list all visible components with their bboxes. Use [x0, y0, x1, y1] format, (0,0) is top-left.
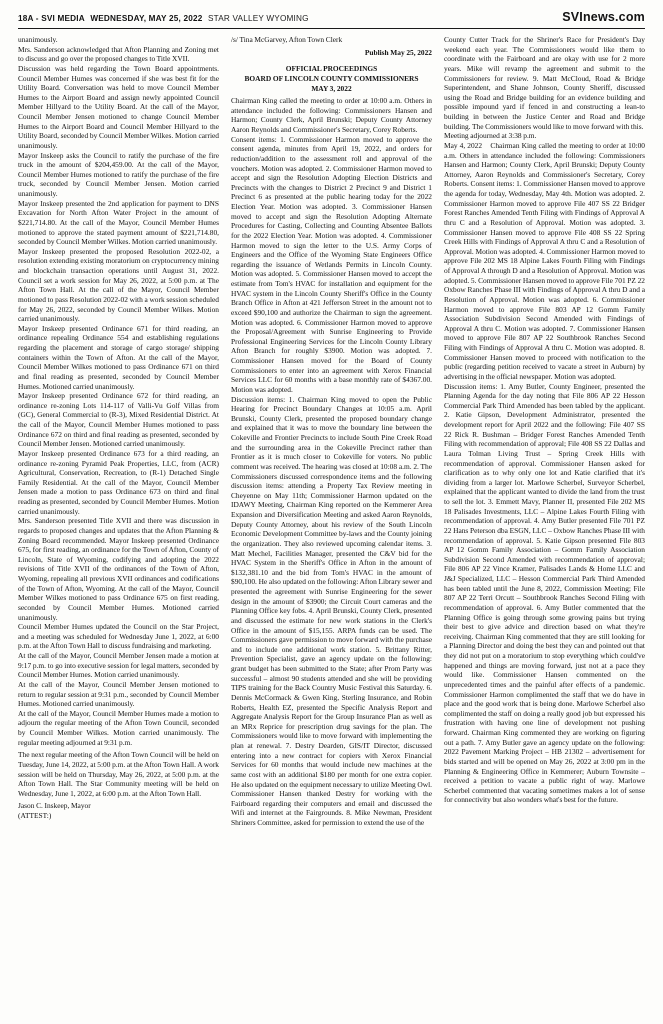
masthead-rule — [18, 28, 645, 29]
masthead — [18, 10, 645, 28]
paragraph: Mayor Inskeep asks the Council to ratify the purchase of the fire truck in the amount of $204,459.00. At the call of the Mayor, Council Member Humes motioned to ratify the purchase of the fire truck, seconded by Council Member Jensen. Motion carried unanimously. — [18, 150, 219, 198]
masthead-left — [18, 14, 309, 23]
paragraph: The next regular meeting of the Afton Town Council will be held on Tuesday, June 14, 2022, at 5:00 p.m. at the Afton Town Hall. A work session will be held on Thursday, May 26, 2022, at 5:00 p.m. at the Afton Town Hall. The Star Community meeting will be held on Wednesday, June 1, 2022, at 6:00 p.m. at the Afton Town Hall. — [18, 750, 219, 798]
paragraph: Mayor Inskeep presented Ordinance 672 for third reading, an ordinance re-zoning Lots 114-117 of Valli-Vu Golf Villas from (GC), General Commercial to (R-3), Mixed Residential District. At the call of the Mayor, Council Member Humes motioned to pass Ordinance 672 on third and final reading as presented, seconded by Council Member Jensen. Motioned carried unanimously. — [18, 391, 219, 449]
paragraph: Discussion was held regarding the Town Board appointments. Council Member Humes was concerned if she was best fit for the Utility Board. Conversation was held to move Council Member Humes to the Airport Board and assign newly appointed Council Member Hillyard to the Utility Board. At the call of the Mayor, Council Member Jensen motioned to change Council Member Humes to the Airport Board and Council Member Hillyard to the Utility Board, seconded by Council Member Wilkes. Motion carried unanimously. — [18, 63, 219, 150]
columns-container — [18, 35, 645, 997]
page-edition: 18A - SVI MEDIA — [18, 14, 85, 23]
paragraph: Council Member Humes updated the Council on the Star Project, and a meeting was scheduled for Wednesday June 1, 2022, at 6:00 p.m. at the Afton Town Hall to discuss fundraising and marketing. — [18, 622, 219, 651]
paragraph: County Cutter Track for the Shriner's Race for President's Day weekend each year. The Commissioners would like them to coordinate with the Fairboard and are okay with use for 2 more years. Mike will revamp the agreement and submit to the Commissioners for review. 9. Matt McCloud, Road & Bridge Superintendent, and Shane Johnson, County Sheriff, discussed using the Road and Bridge building for an evidence building and possible impound yard if fenced in and constructing a lean-to building in between the Justice Center and Road and Bridge building. The Commissioners would like to move forward with this. — [444, 35, 645, 131]
paragraph: Mayor Inskeep presented the proposed Resolution 2022-02, a resolution extending existing moratorium on cryptocurrency mining and blockchain transaction operations until August 31, 2022. Council set a work session for May 26, 2022, at 5:00 p.m. at The Afton Town Hall. At the call of the Mayor, Council Member motioned to pass Resolution 2022-02 with a work session scheduled for May 26, 2022, seconded by Council Member Wilkes. Motion carried unanimously. — [18, 246, 219, 324]
website-url: SVInews.com — [562, 10, 645, 24]
paragraph: Chairman King called the meeting to order at 10:00 a.m. Others in attendance included the following: Commissioners Hansen and Harmon; County Clerk, April Brunski; Deputy County Attorney Aaron Reynolds and Commissioner's Secretary, Corey Roberts. — [231, 96, 432, 134]
paragraph: Meeting adjourned at 3:38 p.m. — [444, 131, 537, 141]
paragraph: Mrs. Sanderson acknowledged that Afton Planning and Zoning met to discuss and go over the proposed changes to Title XVII. — [18, 44, 219, 64]
paragraph: Consent items: 1. Commissioner Harmon moved to approve the consent agenda, minutes from April 19, 2022, and orders for reduction/addition to the assessment roll and approval of the vouchers. Motion was adopted. 2. Commissioner Harmon moved to accept and sign the Resolution Adopting Election Districts and Precincts with the changes to District 2 Precinct 9 and District 1 Precinct 6 as presented at the public hearing today for the 2022 Election Year. Motion was adopted. 3. Commissioner Hansen moved to accept and sign the Resolution Adopting Alternate Procedures for Casting, Collecting and Counting Absentee Ballots for the 2022 Election Year. Motion was adopted. 4. Commissioner Harmon moved to sign the letter to the U.S. Army Corps of Engineers and the Office of the Wyoming State Engineers Office regarding the issuance of Wetlands Permits in Lincoln County. Motion was adopted. 5. Commissioner Hansen moved to accept the estimate from Tom's HVAC for installation and equipment for the HVAC system in the Lincoln County Sheriff's Office in the County Branch Office in Afton at 421 Jefferson Street in the amount not to exceed $90,100 and authorize the Chairman to sign the agreement. Motion was adopted. 6. Commissioner Harmon moved to approve the Proposal/Agreement with Sunrise Engineering to Provide Professional Engineering Services for the Lincoln County Library Afton Branch for roughly $3900. Motion was adopted. 7. Commissioner Hansen moved for the Board of County Commissioners to enter into an agreement with Xerox Financial Services LLC for 60 months with a base monthly rate of $4367.00. Motion was adopted. — [231, 134, 432, 394]
paragraph: At the call of the Mayor, Council Member Jensen made a motion at 9:17 p.m. to go into executive session for legal matters, seconded by Council Member Humes. Motion carried unanimously. — [18, 651, 219, 680]
paragraph: Mayor Inskeep presented Ordinance 673 for a third reading, an ordinance re-zoning Pyramid Peak Properties, LLC, from (ACR) Agricultural, Conservation, Recreation, to (R-1) Detached Single Family Residential. At the call of the Mayor, Council Member Jensen made a motion to pass Ordinance 673 on third and final reading as presented, seconded by Council Member Humes. Motion carried unanimously. — [18, 448, 219, 516]
paragraph: Discussion items: 1. Chairman King moved to open the Public Hearing for Precinct Boundary Changes at 10:05 a.m. April Brunski, County Clerk, presented the proposed boundary change and explained that it was to move the boundary line between the Cokeville and Frontier Precincts to include South Pine Creek Road and the surrounding area in the Cokeville Precinct rather than Frontier as it is much closer to Cokeville for voters. No public comment was received. The hearing was closed at 10:08 a.m. 2. The Commissioners discussed correspondence items and the following discussion items: attending a Property Tax Review meeting in Cheyenne on May 11th; Commissioner Harmon updated on the IDAWY Meeting, Chairman King reported on the Kemmerer Area Expansion and Diversification Meeting and asked Aaron Reynolds, Deputy County Attorney, about his review of the South Lincoln Economic Development Committee by-laws and the County joining the organization. They also reviewed upcoming calendar items. 3. Matt Mechel, Facilities Manager, presented the C&V bid for the HVAC System in the Sheriff's Office in Afton in the amount of $132,381.10 and the bid from Tom's HVAC in the amount of $90,100. He also updated on the following: Afton Library sewer and presented the agreement with Sunrise Engineering for the sewer design in the amount of $3900; the Circuit Court cameras and the Planning Office key fobs. 4. April Brunski, County Clerk, presented and discussed the estimate for new work stations in the Clerk's Office in the amount of $15,155. ARPA funds can be used. The Commissioners gave permission to move forward with the purchase and to include one additional work station. 5. Brittany Ritter, Prevention Specialist, gave an agency update on the following: grant budget has been submitted to the State; after Prom Party was successful – almost 90 students attended and she will be providing TIPS training for the Back Country Music Festival this Saturday. 6. Dennis McCormack & Gwen King, Sterling Insurance, and Robin Roberts, Health EZ, presented the Specific Analysis Report and Aggregate Analysis Report for the Group Insurance Plan as well as an MRx Reprice for prescription drug savings for the plan. The Commissioners would like to move forward with implementing the plan at renewal. 7. Destry Dearden, GIS/IT Director, discussed entering into a new contract for copiers with Xerox Financial Services for 60 months that would include new machines at the same cost with an additional $180 per month for one extra copier. He also updated on the equipment necessary to utilize Meeting Owl. Commissioner Hansen thanked Destry for working with the Fairboard regarding their computers and email and discussed the Wifi and internet at the Fairgrounds. 8. Mike Newman, President Shriners Committee, asked for permission to extend the use of the — [231, 394, 432, 827]
paragraph: Mayor Inskeep presented the 2nd application for payment to DNS Excavation for North Afton Water Project in the amount of $221,714.80. At the call of the Mayor, Council Member Humes motioned to approve the stated payment amount of $221,714.80, seconded by Council Member Wilkes. Motion carried unanimously. — [18, 198, 219, 247]
paragraph: Mrs. Sanderson presented Title XVII and there was discussion in regards to proposed changes and updates that the Afton Planning & Zoning Board recommended. Mayor Inskeep presented Ordinance 675, for first reading, an ordinance for the Town of Afton, County of Lincoln, State of Wyoming, codifying and adopting the 2022 revisions of Title XVII of the ordinances of the Town of Afton, Wyoming, repealing all previous XVII ordinances and codifications of the Town of Afton, Wyoming. At the call of the Mayor, Council Member Wilkes motioned to pass Ordinance 675 on first reading, seconded by Council Member Humes. Motioned carried unanimously. — [18, 516, 219, 622]
paragraph: Mayor Inskeep presented Ordinance 671 for third reading, an ordinance repealing Ordinance 554 and establishing regulations regarding the placement and storage of cargo storage/ shipping containers within the Town of Afton. At the call of the Mayor, Council Member Wilkes motioned to pass Ordinance 671 on third and final reading as presented, seconded by Council Member Humes. Motioned carried unanimously. — [18, 323, 219, 391]
column-2 — [231, 35, 432, 997]
column-3 — [444, 35, 645, 997]
paragraph: At the call of the Mayor, Council Member Humes made a motion to adjourn the regular meeting of the Afton Town Council, seconded by Council Member Wilkes. Motion carried unanimously. The regular meeting adjourned at 9:31 p.m. — [18, 708, 219, 747]
paragraph: unanimously. — [18, 35, 58, 44]
proceedings-title: OFFICIAL PROCEEDINGS — [285, 64, 378, 74]
paragraph: May 4, 2022 Chairman King called the meeting to order at 10:00 a.m. Others in attendance included the following: Commissioners Hansen and Harmon; County Clerk, April Brunski; Deputy County Attorney, Aaron Reynolds and Commissioner's Secretary, Corey Roberts. Consent items: 1. Commissioner Hansen moved to approve the agenda for today, Wednesday, May 4th. Motion was adopted. 2. Commissioner Harmon moved to approve File 407 SS 22 Bridger Forest Ranches Amended Tenth Filing with Findings of Approval A thru C and a Resolution of Approval. Motion was adopted. 3. Commissioner Hansen moved to approve File 408 SS 22 Spring Creek Hills with Findings of Approval A thru C and a Resolution of Approval. Motion was adopted. 4. Commissioner Harmon moved to approve File 202 MS 18 Alpine Lakes Fourth Filing with Findings of Approval A through D and a Resolution of Approval. Motion was adopted. 5. Commissioner Hansen moved to approve File 701 PZ 22 Oxbow Ranches Phase III with Findings of Approval A thru D and a Resolution of Approval. Motion was adopted. 6. Commissioner Harmon moved to approve File 803 AP 12 Gomm Family Association Subdivision Second Amended with Findings of Approval A thru C. Motion was adopted. 7. Commissioner Hansen moved to approve File 807 AP 22 Southbrook Ranches Second Filing with Findings of Approval A thru C. Motion was adopted. 8. Commissioner Hansen moved to proceed with notification to the public (regarding petition received to vacate a street in Auburn) by advertising in the official newspaper. Motion was adopted. — [444, 140, 645, 381]
masthead-region: STAR VALLEY WYOMING — [207, 14, 309, 23]
attest-line: (ATTEST:) — [18, 811, 52, 820]
column-1 — [18, 35, 219, 997]
signature-mayor: Jason C. Inskeep, Mayor — [18, 801, 91, 811]
paragraph: At the call of the Mayor, Council Member Jensen motioned to return to regular session at 9:31 p.m., seconded by Council Member Humes. Motioned carried unanimously. — [18, 679, 219, 709]
paragraph: Discussion items: 1. Amy Butler, County Engineer, presented the Planning Agenda for the day noting that File 806 AP 22 Hesson Commercial Park Third Amended has been tabled by the applicant. 2. Katie Gipson, Development Administrator, presented the development report for April 2022 and the following: File 407 SS 22 Rick R. Bushman – Bridger Forest Ranches Amended Tenth Filing with recommendation of approval; File 408 SS 22 Dallas and Laura Tolman Living Trust – Spring Creek Hills with recommendation of approval. Commissioner Hansen asked for clarification as to why only one lot and Katie clarified that it's dividing from a larger lot. Marlowe Scherbel, Surveyor Scherbel, explained that the applicant wanted to divide the land from the trust to sell the lot. 3. Emmett Mavy, Planner II, presented File 202 MS 18 Palisades Investments, LLC – Alpine Lakes Fourth Filing with recommendation of approval. 4. Amy Butler presented File 701 PZ 22 Hans Peterson dba ESGN, LLC – Oxbow Ranches Phase III with recommendation of approval. 5. Katie Gipson presented File 803 AP 12 Gomm Family Association – Gomm Family Association Subdivision Second Amended with recommendation of approval; File 806 AP 22 Vince Kramer, Palisades Lands & Home LLC and J&J Specialized, LLC – Hesson Commercial Park Third Amended has been tabled until the June 8, 2022, Commission Meeting; File 807 AP 22 Terri Orcutt – Southbrook Ranches Second Filing with recommendation of approval. 6. Amy Butler commented that the Planning Office is going through some growing pains but trying their best to give advice and direction based on what they're receiving. Chairman King commented that they are still looking for a Planning Director and doing the best they can and pointed out that they did not put on a moratorium to stop everything which could've happened and things are moving forward, just not at a pace they would like. Commissioner Hansen commented on the unprecedented times and the painful after effects of a pandemic. Commissioner Harmon complimented the staff that we do have in place and the good work that is being done. Marlowe Scherbel also complimented the staff on doing a really good job but expressed his frustration with having one line of development not pushing forward. Chairman King commented they are working on figuring out a path. 7. Amy Butler gave an agency update on the following: 2022 Pavement Marking Project – HB 21302 – advertisement for bids started and will be opened on May 26, 2022 at 3:00 pm in the Planning & Engineering Office in Kemmerer; Auburn Townsite – received a petition to vacate a public right of way. Marlowe Scherbel commented that vacating sometimes makes a lot of sense for connectivity but also wonders what's best for the future. — [444, 381, 645, 805]
proceedings-subtitle: BOARD OF LINCOLN COUNTY COMMISSIONERS — [244, 73, 419, 83]
publish-date: Publish May 25, 2022 — [364, 47, 432, 57]
masthead-date: WEDNESDAY, MAY 25, 2022 — [90, 14, 203, 23]
proceedings-date: MAY 3, 2022 — [311, 83, 352, 93]
signature-clerk: /s/ Tina McGarvey, Afton Town Clerk — [231, 35, 343, 44]
